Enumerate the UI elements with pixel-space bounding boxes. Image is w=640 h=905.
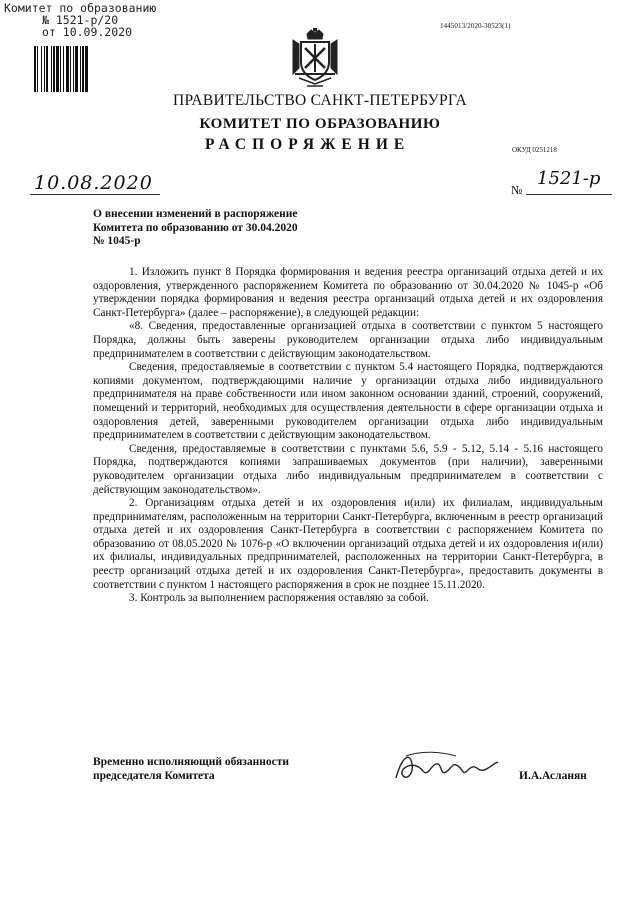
- paragraph-1: 1. Изложить пункт 8 Порядка формирования и ведения реестра организаций отдыха детей и их оздоровления, утвержденного распоряжением Комитета по образованию от 30.04.2020 № 1045-р «Об утверждении порядка формирования и ведения реестра организаций отдыха детей и их оздоровления Санкт-Петербурга» (далее – распоряжение), в следующей редакции:: [93, 266, 603, 319]
- document-type-title: РАСПОРЯЖЕНИЕ: [205, 136, 411, 153]
- document-subject: [93, 208, 353, 249]
- handwritten-date: 10.08.2020: [34, 172, 153, 194]
- stamp-line-committee: Комитет по образованию: [4, 1, 157, 15]
- subject-line: О внесении изменений в распоряжение: [93, 208, 298, 220]
- government-title: ПРАВИТЕЛЬСТВО САНКТ-ПЕТЕРБУРГА: [172, 92, 468, 109]
- signatory-title-line: Временно исполняющий обязанности: [93, 756, 290, 768]
- paragraph-8-text: «8. Сведения, предоставленные организацией отдыха в соответствии с пунктом 5 настоящего Порядка, должны быть заверены руководителем организации отдыха либо индивидуальным предпринимателем в соответствии с действующим законодательством.: [93, 320, 603, 360]
- registration-stamp: [4, 2, 164, 38]
- signatory-title: [93, 756, 343, 783]
- paragraph-5-6-text: Сведения, предоставляемые в соответствии с пунктами 5.6, 5.9 - 5.12, 5.14 - 5.16 настоящего Порядка, подтверждаются копиями запрашиваемых документов (при наличии), заверенными руководителем организации отдыха либо индивидуальным предпринимателем в соответствии с действующим законодательством».: [93, 442, 603, 496]
- committee-title: КОМИТЕТ ПО ОБРАЗОВАНИЮ: [199, 116, 441, 132]
- number-sign: №: [511, 183, 523, 197]
- stamp-line-number: № 1521-р/20: [42, 13, 119, 27]
- subject-line: Комитета по образованию от 30.04.2020: [93, 221, 298, 234]
- barcode: [34, 46, 126, 92]
- paragraph-5-4-text: Сведения, предоставляемые в соответствии с пунктом 5.4 настоящего Порядка, подтверждаются копиями документом, подтверждающими наличие у организации отдыха либо индивидуального предпринимателя на праве собственности или ином законном основании зданий, строений, сооружений, помещений и территорий, необходимых для осуществления деятельности в сфере организации отдыха и оздоровления детей, заверенными руководителем организации отдыха либо индивидуальным предпринимателем в соответствии с действующим законодательством.: [93, 361, 603, 442]
- subject-line: № 1045-р: [93, 235, 141, 247]
- paragraph-2: 2. Организациям отдыха детей и их оздоровления и(или) их филиалам, индивидуальным предпринимателям, расположенным на территории Санкт-Петербурга, включенным в реестр организаций отдыха детей и их оздоровления Санкт-Петербурга в соответствии с распоряжением Комитета по образованию от 08.05.2020 № 1076-р «О включении организаций отдыха детей и их оздоровления и(или) их филиалы, индивидуальных предпринимателей, расположенных на территории Санкт-Петербурга, в реестр организаций отдыха детей и их оздоровления Санкт-Петербурга», предоставить документы в соответствии с пунктом 1 настоящего распоряжения в срок не позднее 15.11.2020.: [93, 497, 603, 591]
- handwritten-signature: [392, 748, 502, 786]
- signatory-name: И.А.Асланян: [519, 770, 587, 782]
- number-underline: [526, 194, 612, 195]
- stamp-line-date: от 10.09.2020: [42, 25, 133, 39]
- signatory-title-line: председателя Комитета: [93, 769, 215, 782]
- coat-of-arms-icon: [287, 28, 343, 90]
- date-underline: [30, 194, 160, 195]
- document-body: [93, 266, 603, 606]
- okud-code: ОКУД 0251218: [512, 146, 557, 154]
- handwritten-number: 1521-р: [537, 168, 601, 189]
- paragraph-3: 3. Контроль за выполнением распоряжения оставляю за собой.: [129, 592, 429, 605]
- document-id: 1445013/2020-30523(1): [440, 22, 511, 30]
